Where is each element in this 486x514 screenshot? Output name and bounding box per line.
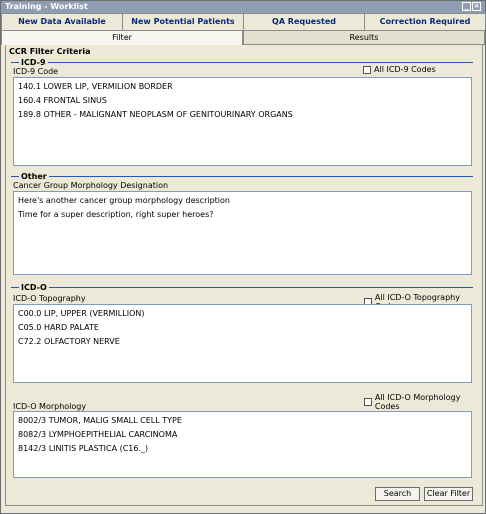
section-divider xyxy=(11,176,473,177)
other-section-header xyxy=(11,172,473,181)
list-item[interactable]: 160.4 FRONTAL SINUS xyxy=(18,96,107,105)
title-bar xyxy=(1,1,485,13)
list-item[interactable]: 189.8 OTHER - MALIGNANT NEOPLASM OF GENITOURINARY ORGANS xyxy=(18,110,293,119)
clear-filter-button[interactable]: Clear Filter xyxy=(424,487,473,501)
close-icon: × xyxy=(473,2,480,10)
icdo-morphology-list[interactable] xyxy=(13,411,472,478)
all-icd9-codes-checkbox[interactable] xyxy=(363,65,436,74)
all-icd9-codes-label: All ICD-9 Codes xyxy=(374,65,436,74)
icdo-section-header xyxy=(11,283,473,292)
list-item[interactable]: C72.2 OLFACTORY NERVE xyxy=(18,337,120,346)
top-tab-bar xyxy=(1,13,485,30)
cancer-group-morphology-label: Cancer Group Morphology Designation xyxy=(13,181,169,190)
minimize-button[interactable] xyxy=(462,2,471,11)
section-divider xyxy=(11,62,473,63)
criteria-title: CCR Filter Criteria xyxy=(9,47,91,56)
list-item[interactable]: 8082/3 LYMPHOEPITHELIAL CARCINOMA xyxy=(18,430,178,439)
minimize-icon: _ xyxy=(464,2,469,10)
window-title: Training - Worklist xyxy=(5,2,88,11)
tab-new-data-available[interactable]: New Data Available xyxy=(1,13,123,30)
icd9-code-label: ICD-9 Code xyxy=(13,67,59,76)
tab-correction-required[interactable]: Correction Required xyxy=(364,13,486,30)
icd9-section-title: ICD-9 xyxy=(21,58,46,67)
checkbox-icon[interactable] xyxy=(364,398,372,406)
section-divider xyxy=(11,287,473,288)
search-button[interactable]: Search xyxy=(375,487,420,501)
cancer-group-morphology-list[interactable] xyxy=(13,191,472,275)
checkbox-icon[interactable] xyxy=(363,66,371,74)
tab-results[interactable]: Results xyxy=(243,30,485,45)
tab-new-potential-patients[interactable]: New Potential Patients xyxy=(122,13,244,30)
all-icdo-morphology-label: All ICD-O Morphology Codes xyxy=(374,393,461,411)
list-item[interactable]: 8142/3 LINITIS PLASTICA (C16._) xyxy=(18,444,149,453)
icdo-morphology-label: ICD-O Morphology xyxy=(13,402,87,411)
list-item[interactable]: Time for a super description, right super heroes? xyxy=(18,210,214,219)
list-item[interactable]: 8002/3 TUMOR, MALIG SMALL CELL TYPE xyxy=(18,416,182,425)
icdo-topography-list[interactable] xyxy=(13,304,472,383)
icdo-topography-label: ICD-O Topography xyxy=(13,294,86,303)
list-item[interactable]: 140.1 LOWER LIP, VERMILION BORDER xyxy=(18,82,173,91)
list-item[interactable]: Here's another cancer group morphology description xyxy=(18,196,230,205)
sub-tab-bar xyxy=(1,30,485,45)
other-section-title: Other xyxy=(21,172,47,181)
all-icdo-morphology-checkbox[interactable] xyxy=(364,393,485,411)
icdo-section-title: ICD-O xyxy=(21,283,47,292)
close-button[interactable] xyxy=(472,2,481,11)
all-icdo-topography-label: All ICD-O Topography xyxy=(374,293,460,302)
list-item[interactable]: C00.0 LIP, UPPER (VERMILLION) xyxy=(18,309,145,318)
tab-filter[interactable]: Filter xyxy=(1,30,243,45)
icd9-code-list[interactable] xyxy=(13,77,472,166)
tab-qa-requested[interactable]: QA Requested xyxy=(243,13,365,30)
list-item[interactable]: C05.0 HARD PALATE xyxy=(18,323,99,332)
